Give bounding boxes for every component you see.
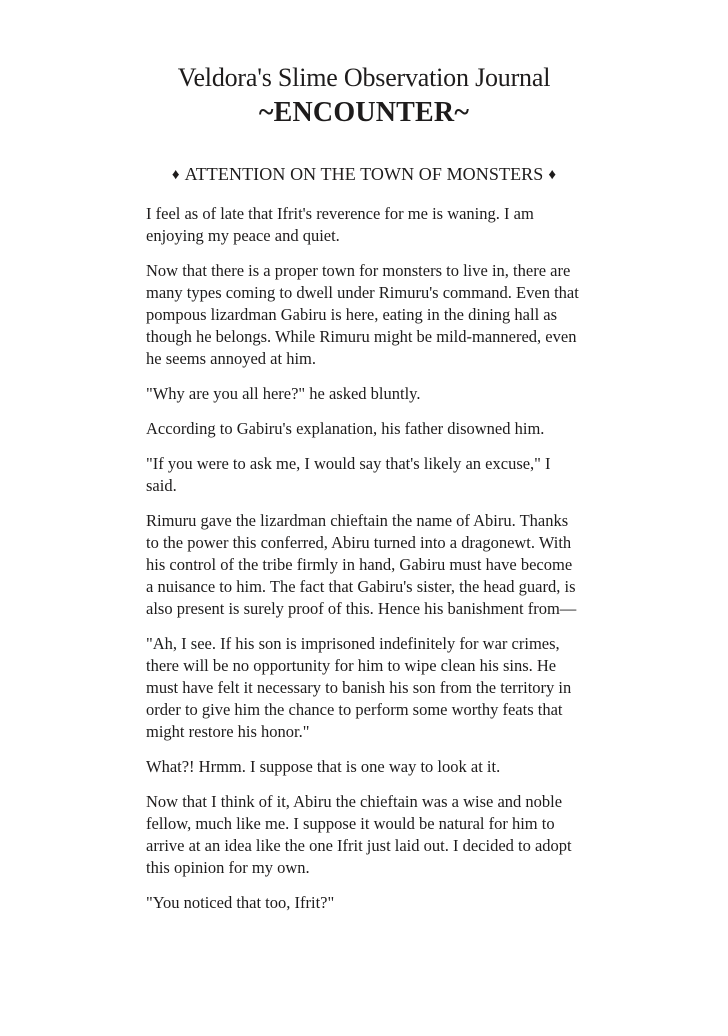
journal-title: Veldora's Slime Observation Journal	[177, 63, 551, 92]
body-paragraph: According to Gabiru's explanation, his father disowned him.	[146, 419, 545, 438]
body-paragraph: "Why are you all here?" he asked bluntly.	[146, 384, 421, 403]
book-page	[146, 0, 582, 914]
body-paragraph: "If you were to ask me, I would say that's likely an excuse," I said.	[146, 454, 551, 495]
body-paragraph: Now that I think of it, Abiru the chieftain was a wise and noble fellow, much like me. I suppose it would be natural for him to arrive at an idea like the one Ifrit just laid out. I decided to adopt this opinion for my own.	[146, 792, 572, 877]
section-heading	[146, 163, 582, 186]
diamond-ornament-left-icon: ♦	[171, 167, 180, 183]
section-heading-text: ATTENTION ON THE TOWN OF MONSTERS	[184, 164, 544, 184]
chapter-title-block	[146, 62, 582, 130]
body-paragraph: "You noticed that too, Ifrit?"	[146, 893, 335, 912]
body-paragraph: I feel as of late that Ifrit's reverence for me is waning. I am enjoying my peace and quiet.	[146, 204, 534, 245]
body-paragraph: "Ah, I see. If his son is imprisoned indefinitely for war crimes, there will be no opportunity for him to wipe clean his sins. He must have felt it necessary to banish his son from the territory in order to give him the chance to perform some worthy feats that might restore his honor."	[146, 634, 572, 741]
body-text	[146, 203, 582, 914]
diamond-ornament-right-icon: ♦	[548, 167, 557, 183]
body-paragraph: Now that there is a proper town for monsters to live in, there are many types coming to dwell under Rimuru's command. Even that pompous lizardman Gabiru is here, eating in the dining hall as though he belongs. While Rimuru might be mild-mannered, even he seems annoyed at him.	[146, 261, 579, 368]
chapter-subtitle: ~ENCOUNTER~	[258, 97, 470, 128]
body-paragraph: What?! Hrmm. I suppose that is one way to look at it.	[146, 757, 501, 776]
body-paragraph: Rimuru gave the lizardman chieftain the name of Abiru. Thanks to the power this conferred, Abiru turned into a dragonewt. With his control of the tribe firmly in hand, Gabiru must have become a nuisance to him. The fact that Gabiru's sister, the head guard, is also present is surely proof of this. Hence his banishment from—	[146, 511, 577, 618]
